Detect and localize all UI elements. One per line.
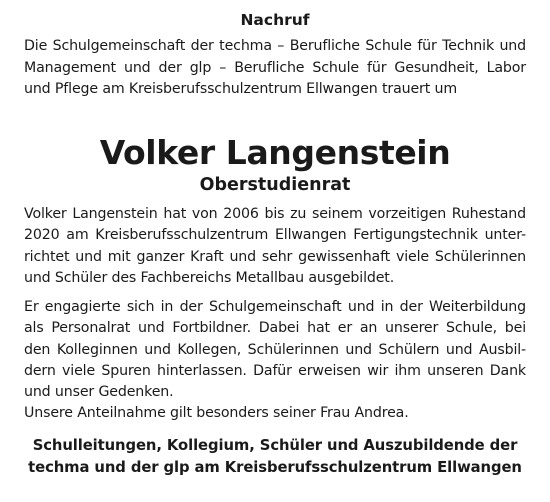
paragraph-line: Volker Langenstein hat von 2006 bis zu seinem vorzeitigen Ruhestand	[24, 206, 526, 222]
signature-line: Schulleitungen, Kollegium, Schüler und Auszubildende der	[32, 437, 518, 454]
obituary-notice	[24, 0, 526, 502]
paragraph-line: und Schüler des Fachbereichs Metallbau ausgebildet.	[24, 269, 395, 286]
paragraph-line: Er engagierte sich in der Schulgemeinschaft und in der Weiterbildung	[24, 299, 526, 315]
signature-block	[24, 435, 526, 478]
paragraph-line: 2020 am Kreisberufsschulzentrum Ellwangen Fertigungstechnik unter-	[24, 227, 526, 244]
career-paragraph	[24, 204, 526, 289]
paragraph-line: und unser Gedenken.	[24, 384, 174, 401]
intro-line: Die Schulgemeinschaft der techma – Berufliche Schule für Technik und	[24, 38, 526, 54]
paragraph-line: den Kolleginnen und Kollegen, Schülerinnen und Schülern und Ausbil-	[24, 341, 526, 358]
paragraph-line: richtet und mit ganzer Kraft und sehr gewissenhaft viele Schülerinnen	[24, 248, 526, 265]
paragraph-line: als Personalrat und Fortbildner. Dabei hat er an unserer Schule, bei	[24, 320, 526, 337]
intro-line: und Pflege am Kreisberufsschulzentrum Ellwangen trauert um	[24, 81, 458, 97]
intro-line: Management und der glp – Berufliche Schule für Gesundheit, Labor	[24, 59, 526, 76]
engagement-paragraph	[24, 297, 526, 403]
deceased-name: Volker Langenstein	[99, 133, 451, 172]
intro-text	[24, 36, 526, 101]
notice-heading: Nachruf	[240, 11, 310, 29]
signature-line: techma und der glp am Kreisberufsschulzentrum Ellwangen	[28, 458, 522, 476]
condolence-paragraph	[24, 403, 526, 424]
paragraph-line: Unsere Anteilnahme gilt besonders seiner Frau Andrea.	[24, 405, 409, 421]
paragraph-line: dern viele Spuren hinterlassen. Dafür erweisen wir ihm unseren Dank	[24, 362, 526, 379]
deceased-title: Oberstudienrat	[199, 175, 351, 195]
